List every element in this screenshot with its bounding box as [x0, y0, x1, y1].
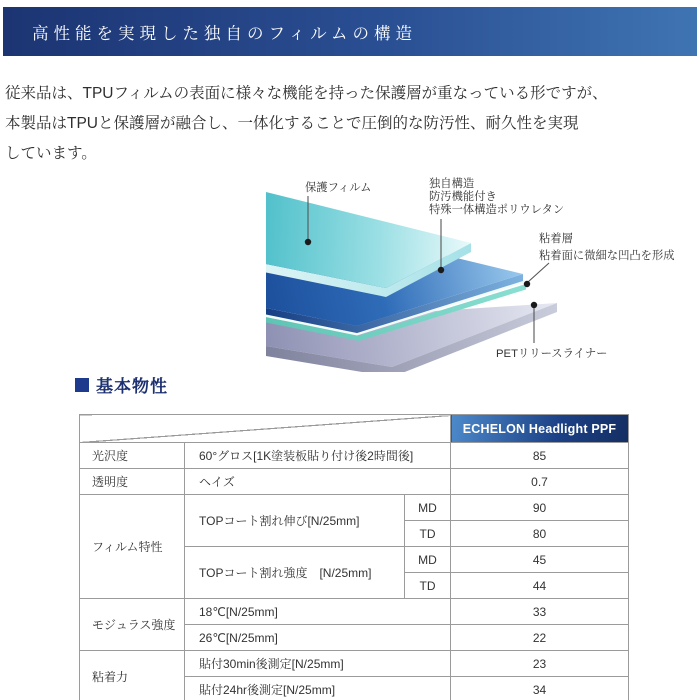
category-cell: モジュラス強度: [80, 599, 185, 651]
table-row: [80, 495, 629, 521]
adhesive-label-line2: 粘着面に微細な凹凸を形成: [539, 250, 675, 262]
adhesive-dot: [524, 281, 530, 287]
intro-paragraph: [5, 79, 697, 169]
table-row: [80, 599, 629, 625]
direction-cell: MD: [405, 495, 451, 521]
direction-cell: TD: [405, 573, 451, 599]
table-corner-diagonal-cell: [80, 415, 451, 443]
protective-film-label: 保護フィルム: [305, 182, 372, 194]
header-band: [3, 7, 697, 56]
value-cell: 22: [451, 625, 629, 651]
unique-structure-label-line3: 特殊一体構造ポリウレタン: [429, 204, 565, 216]
value-cell: 23: [451, 651, 629, 677]
direction-cell: MD: [405, 547, 451, 573]
test-cell: 26℃[N/25mm]: [185, 625, 451, 651]
intro-line: 従来品は、TPUフィルムの表面に様々な機能を持った保護層が重なっている形ですが、: [5, 85, 608, 102]
test-cell: 貼付30min後測定[N/25mm]: [185, 651, 451, 677]
category-cell: 光沢度: [80, 443, 185, 469]
value-cell: 80: [451, 521, 629, 547]
protective-film-dot: [305, 239, 311, 245]
test-cell: TOPコート割れ強度 [N/25mm]: [185, 547, 405, 599]
unique-structure-label-line1: 独自構造: [429, 178, 475, 190]
unique-structure-label-line2: 防汚機能付き: [429, 191, 497, 203]
section-bullet-square: [75, 378, 89, 392]
adhesive-leader-line: [528, 263, 549, 282]
spec-table: [79, 414, 629, 700]
pet-liner-dot: [531, 302, 537, 308]
table-row: [80, 651, 629, 677]
direction-cell: TD: [405, 521, 451, 547]
value-cell: 85: [451, 443, 629, 469]
section-heading: [75, 372, 168, 397]
product-column-header: ECHELON Headlight PPF: [451, 415, 629, 443]
value-cell: 0.7: [451, 469, 629, 495]
film-structure-diagram: [225, 172, 700, 372]
intro-line: 本製品はTPUと保護層が融合し、一体化することで圧倒的な防汚性、耐久性を実現: [5, 115, 579, 132]
category-cell: 透明度: [80, 469, 185, 495]
table-row: [80, 469, 629, 495]
test-cell: 60°グロス[1K塗装板貼り付け後2時間後]: [185, 443, 451, 469]
table-row: [80, 443, 629, 469]
category-cell: 粘着力: [80, 651, 185, 700]
value-cell: 45: [451, 547, 629, 573]
test-cell: TOPコート割れ伸び[N/25mm]: [185, 495, 405, 547]
test-cell: ヘイズ: [185, 469, 451, 495]
unique-structure-dot: [438, 267, 444, 273]
test-cell: 18℃[N/25mm]: [185, 599, 451, 625]
section-title: 基本物性: [96, 377, 168, 396]
table-header-row: [80, 415, 629, 443]
value-cell: 33: [451, 599, 629, 625]
value-cell: 90: [451, 495, 629, 521]
intro-line: しています。: [5, 145, 97, 162]
value-cell: 44: [451, 573, 629, 599]
category-cell: フィルム特性: [80, 495, 185, 599]
pet-liner-label: PETリリースライナー: [496, 348, 608, 360]
page-title: 高性能を実現した独自のフィルムの構造: [32, 23, 418, 43]
test-cell: 貼付24hr後測定[N/25mm]: [185, 677, 451, 700]
adhesive-label-line1: 粘着層: [539, 233, 573, 245]
value-cell: 34: [451, 677, 629, 700]
